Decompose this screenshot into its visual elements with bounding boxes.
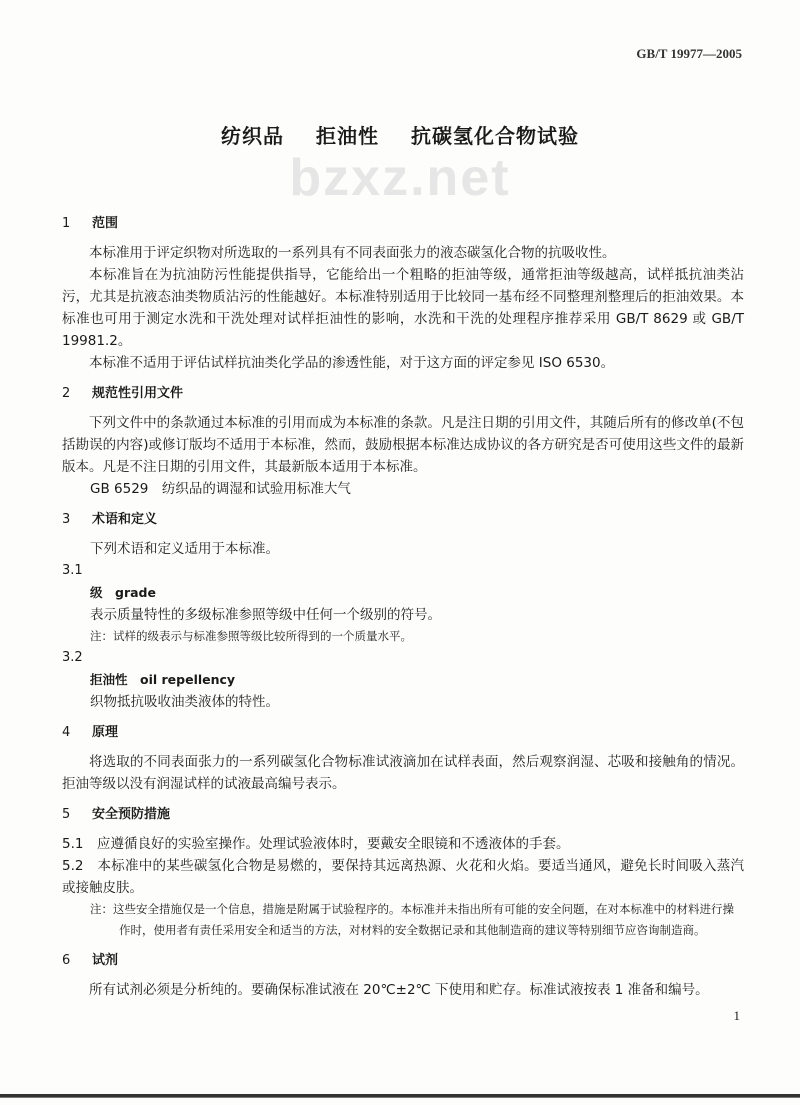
paragraph: 本标准用于评定织物对所选取的一系列具有不同表面张力的液态碳氢化合物的抗吸收性。 xyxy=(89,245,616,261)
section-number: 4 xyxy=(62,725,71,740)
section-number: 6 xyxy=(62,953,71,968)
paragraph: 本标准旨在为抗油防污性能提供指导，它能给出一个粗略的拒油等级，通常拒油等级越高，试样抵抗油类沾污，尤其是抗液态油类物质沾污的性能越好。本标准特别适用于比较同一基布经不同整理剂整理后的拒油效果。本标准也可用于测定水洗和干洗处理对试样拒油性的影响，水洗和干洗的处理程序推荐采用 GB/T 8629 或 GB/T 19981.2。 xyxy=(62,267,744,349)
term-number: 3.1 xyxy=(62,563,83,578)
paragraph: 本标准不适用于评估试样抗油类化学品的渗透性能，对于这方面的评定参见 ISO 6530。 xyxy=(89,355,615,371)
term: 级 grade xyxy=(90,585,156,600)
clause: 5.1 应遵循良好的实验室操作。处理试验液体时，要戴安全眼镜和不透液体的手套。 xyxy=(62,836,570,852)
section-heading-scope xyxy=(62,214,744,234)
term: 拒油性 oil repellency xyxy=(90,672,236,687)
section-heading-safety xyxy=(62,805,744,825)
title-part: 纺织品 xyxy=(221,124,285,148)
section-heading-references xyxy=(62,384,744,404)
term-note: 注：试样的级表示与标准参照等级比较所得到的一个质量水平。 xyxy=(90,629,412,643)
safety-note: 注：这些安全措施仅是一个信息，措施是附属于试验程序的。本标准并未指出所有可能的安全问题，在对本标准中的材料进行操作时，使用者有责任采用安全和适当的方法，对材料的安全数据记录和其他制造商的建议等特别细节应咨询制造商。 xyxy=(90,902,734,937)
section-title: 术语和定义 xyxy=(92,512,158,527)
document-title xyxy=(0,122,800,150)
section-heading-reagents xyxy=(62,951,744,971)
section-title: 范围 xyxy=(92,216,119,231)
clause: 5.2 本标准中的某些碳氢化合物是易燃的，要保持其远离热源、火花和火焰。要适当通风，避免长时间吸入蒸汽或接触皮肤。 xyxy=(62,858,744,896)
section-title: 原理 xyxy=(92,725,119,740)
paragraph: 将选取的不同表面张力的一系列碳氢化合物标准试液滴加在试样表面，然后观察润湿、芯吸和接触角的情况。拒油等级以没有润湿试样的试液最高编号表示。 xyxy=(62,754,744,792)
section-title: 试剂 xyxy=(92,953,119,968)
section-heading-principle xyxy=(62,723,744,743)
section-number: 3 xyxy=(62,512,71,527)
paragraph: 下列文件中的条款通过本标准的引用而成为本标准的条款。凡是注日期的引用文件，其随后所有的修改单(不包括勘误的内容)或修订版均不适用于本标准，然而，鼓励根据本标准达成协议的各方研究是否可使用这些文件的最新版本。凡是不注日期的引用文件，其最新版本适用于本标准。 xyxy=(62,415,744,475)
section-title: 安全预防措施 xyxy=(92,807,171,822)
title-part: 拒油性 xyxy=(316,124,379,148)
section-number: 2 xyxy=(62,386,71,401)
standard-code: GB/T 19977—2005 xyxy=(636,46,742,61)
term-definition: 织物抵抗吸收油类液体的特性。 xyxy=(90,694,279,710)
section-title: 规范性引用文件 xyxy=(92,386,184,401)
page-number: 1 xyxy=(733,1008,740,1023)
paragraph: 下列术语和定义适用于本标准。 xyxy=(90,541,279,557)
paragraph: 所有试剂必须是分析纯的。要确保标准试液在 20℃±2℃ 下使用和贮存。标准试液按表 1 准备和编号。 xyxy=(89,982,709,998)
section-number: 1 xyxy=(62,216,71,231)
reference-item: GB 6529 纺织品的调湿和试验用标准大气 xyxy=(90,481,351,497)
term-number: 3.2 xyxy=(62,650,83,665)
watermark: bzxz.net xyxy=(289,149,511,207)
term-definition: 表示质量特性的多级标准参照等级中任何一个级别的符号。 xyxy=(90,607,441,623)
section-heading-terms xyxy=(62,510,744,530)
section-number: 5 xyxy=(62,807,71,822)
footer-rule xyxy=(0,1094,800,1098)
title-part: 抗碳氢化合物试验 xyxy=(410,124,579,148)
